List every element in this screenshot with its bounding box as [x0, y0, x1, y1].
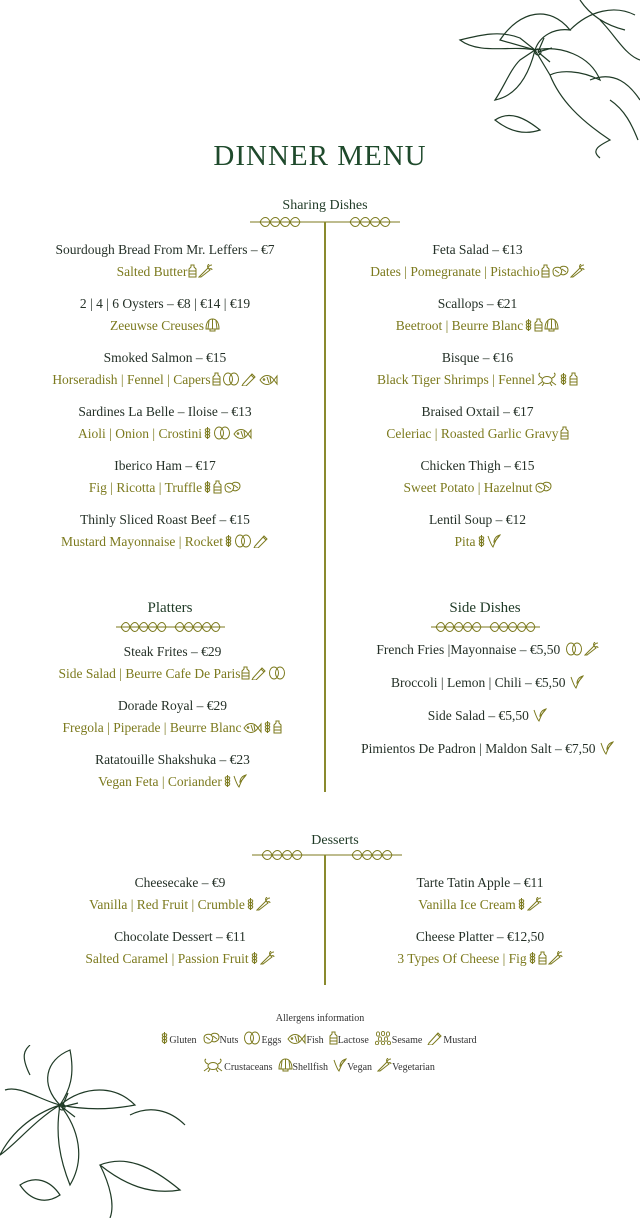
- eggs-icon: [213, 426, 231, 440]
- allergen-label: Fish: [306, 1035, 324, 1046]
- menu-item: [40, 749, 305, 793]
- gluten-icon: [224, 534, 233, 548]
- vegetarian-icon: [570, 264, 585, 278]
- mustard-icon: [251, 666, 267, 680]
- lactose-icon: [273, 720, 282, 734]
- menu-item: [40, 455, 290, 499]
- gluten-icon: [559, 372, 568, 386]
- section-heading-sharing: Sharing Dishes: [282, 198, 368, 213]
- fish-icon: [232, 428, 252, 440]
- gluten-icon: [517, 897, 526, 911]
- vegan-icon: [570, 675, 584, 689]
- gluten-icon: [250, 951, 259, 965]
- nuts-icon: [223, 481, 241, 494]
- side-dish-text: French Fries |Mayonnaise – €5,50: [376, 642, 564, 657]
- allergen-label: Lactose: [337, 1035, 369, 1046]
- menu-item-description-text: Dates | Pomegranate | Pistachio: [370, 264, 540, 279]
- menu-item-description-text: Vegan Feta | Coriander: [98, 774, 222, 789]
- menu-item-description: [40, 477, 290, 499]
- sesame-icon: [374, 1031, 392, 1045]
- gluten-icon: [223, 774, 232, 788]
- menu-item-name: Bisque – €16: [441, 350, 514, 365]
- menu-item-description: [40, 717, 305, 739]
- menu-item-description: [40, 423, 290, 445]
- lactose-icon: [212, 372, 221, 386]
- menu-item-description: [40, 531, 290, 553]
- vegan-icon: [487, 534, 501, 548]
- vegan-icon: [600, 741, 614, 755]
- vegan-icon: [233, 774, 247, 788]
- shellfish-icon: [544, 318, 559, 332]
- side-dish-item: [340, 639, 635, 661]
- nuts-icon: [551, 265, 569, 278]
- crustaceans-icon: [202, 1058, 224, 1072]
- menu-item-description: [350, 315, 605, 337]
- menu-item: [40, 401, 290, 445]
- mustard-icon: [253, 534, 269, 548]
- gluten-icon: [203, 426, 212, 440]
- menu-item-description: [40, 261, 290, 283]
- menu-item-description-text: Vanilla | Red Fruit | Crumble: [89, 897, 245, 912]
- laurel-divider-icon: [247, 845, 407, 865]
- menu-item: [350, 401, 605, 445]
- vegetarian-icon: [256, 897, 271, 911]
- menu-item-description-text: Side Salad | Beurre Cafe De Paris: [58, 666, 241, 681]
- fish-icon: [286, 1033, 306, 1045]
- gluten-icon: [203, 480, 212, 494]
- menu-item-description: [50, 948, 310, 970]
- shellfish-icon: [278, 1058, 293, 1072]
- lactose-icon: [329, 1031, 338, 1045]
- menu-item-description: [345, 948, 615, 970]
- side-dish-text: Broccoli | Lemon | Chili – €5,50: [391, 675, 569, 690]
- lactose-icon: [213, 480, 222, 494]
- menu-item-name: Chocolate Dessert – €11: [114, 929, 246, 944]
- allergen-label: Gluten: [169, 1035, 197, 1046]
- menu-item-description-text: Salted Butter: [116, 264, 188, 279]
- menu-item-description: [50, 894, 310, 916]
- menu-title: DINNER MENU: [213, 140, 427, 172]
- gluten-icon: [477, 534, 486, 548]
- menu-item: [350, 239, 605, 283]
- mustard-icon: [427, 1031, 443, 1045]
- menu-item-description: [350, 477, 605, 499]
- menu-item-description-text: Salted Caramel | Passion Fruit: [85, 951, 249, 966]
- menu-item-description-text: Mustard Mayonnaise | Rocket: [60, 534, 224, 549]
- allergen-label: Eggs: [261, 1035, 282, 1046]
- vegetarian-icon: [198, 264, 213, 278]
- allergen-label: Shellfish: [292, 1062, 329, 1073]
- nuts-icon: [534, 481, 552, 494]
- gluten-icon: [246, 897, 255, 911]
- menu-item: [350, 509, 605, 553]
- allergen-label: Sesame: [391, 1035, 423, 1046]
- side-dish-item: [340, 705, 635, 727]
- desserts-left-column: [50, 872, 310, 970]
- menu-item-name: 2 | 4 | 6 Oysters – €8 | €14 | €19: [79, 296, 251, 311]
- vegetarian-icon: [260, 951, 275, 965]
- eggs-icon: [268, 666, 286, 680]
- gluten-icon: [524, 318, 533, 332]
- menu-item-name: Braised Oxtail – €17: [421, 404, 534, 419]
- allergen-label: Mustard: [443, 1035, 477, 1046]
- menu-item-description: [40, 369, 290, 391]
- menu-item: [350, 455, 605, 499]
- sharing-left-column: [40, 239, 290, 553]
- allergens-title: Allergens information: [275, 1013, 365, 1024]
- menu-item: [40, 695, 305, 739]
- menu-item-name: Dorade Royal – €29: [117, 698, 228, 713]
- eggs-icon: [234, 534, 252, 548]
- gluten-icon: [263, 720, 272, 734]
- menu-item: [40, 293, 290, 337]
- menu-item-description: [345, 894, 615, 916]
- menu-item: [50, 926, 310, 970]
- desserts-right-column: [345, 872, 615, 970]
- menu-item-name: Chicken Thigh – €15: [420, 458, 535, 473]
- menu-item: [345, 872, 615, 916]
- fish-icon: [242, 722, 262, 734]
- section-heading-platters: Platters: [147, 600, 193, 616]
- center-divider-top: [324, 222, 326, 792]
- menu-item-name: Feta Salad – €13: [432, 242, 523, 257]
- flower-decoration-top-icon: [440, 0, 640, 160]
- menu-item: [350, 347, 605, 391]
- menu-item: [40, 239, 290, 283]
- menu-item-name: Iberico Ham – €17: [114, 458, 216, 473]
- menu-item-description-text: Vanilla Ice Cream: [418, 897, 516, 912]
- menu-item-description: [40, 771, 305, 793]
- sharing-right-column: [350, 239, 605, 553]
- lactose-icon: [569, 372, 578, 386]
- menu-item-description: [40, 663, 305, 685]
- allergen-label: Vegetarian: [392, 1062, 435, 1073]
- center-divider-desserts: [324, 855, 326, 985]
- menu-item: [40, 347, 290, 391]
- menu-item-description-text: Fig | Ricotta | Truffle: [88, 480, 203, 495]
- laurel-divider-icon: [113, 618, 228, 636]
- vegetarian-icon: [584, 642, 599, 656]
- lactose-icon: [188, 264, 197, 278]
- menu-item-description-text: Pita: [454, 534, 476, 549]
- mustard-icon: [241, 372, 257, 386]
- allergen-label: Crustaceans: [224, 1062, 273, 1073]
- menu-item-name: Cheese Platter – €12,50: [415, 929, 545, 944]
- menu-item-description-text: Fregola | Piperade | Beurre Blanc: [62, 720, 242, 735]
- menu-item-name: Tarte Tatin Apple – €11: [416, 875, 544, 890]
- side-dish-text: Side Salad – €5,50: [427, 708, 533, 723]
- platters-column: [40, 641, 305, 793]
- menu-item-description: [40, 315, 290, 337]
- section-heading-desserts: Desserts: [311, 833, 359, 848]
- vegan-icon: [333, 1058, 347, 1072]
- menu-item-name: Smoked Salmon – €15: [103, 350, 227, 365]
- menu-item-description-text: Sweet Potato | Hazelnut: [403, 480, 533, 495]
- menu-item-description-text: 3 Types Of Cheese | Fig: [397, 951, 527, 966]
- crustaceans-icon: [536, 372, 558, 386]
- nuts-icon: [202, 1032, 220, 1045]
- menu-item-description: [350, 423, 605, 445]
- menu-item-name: Scallops – €21: [437, 296, 518, 311]
- lactose-icon: [534, 318, 543, 332]
- menu-item-description-text: Aioli | Onion | Crostini: [78, 426, 202, 441]
- eggs-icon: [565, 642, 583, 656]
- menu-item: [350, 293, 605, 337]
- allergens-legend-row-1: [0, 1031, 640, 1046]
- allergen-label: Nuts: [219, 1035, 239, 1046]
- menu-item-description-text: Black Tiger Shrimps | Fennel: [377, 372, 535, 387]
- eggs-icon: [243, 1031, 261, 1045]
- vegetarian-icon: [527, 897, 542, 911]
- menu-item: [40, 509, 290, 553]
- lactose-icon: [538, 951, 547, 965]
- side-dish-text: Pimientos De Padron | Maldon Salt – €7,50: [361, 741, 599, 756]
- menu-item-description: [350, 369, 605, 391]
- gluten-icon: [160, 1031, 169, 1045]
- fish-icon: [258, 374, 278, 386]
- vegan-icon: [533, 708, 547, 722]
- menu-item-name: Thinly Sliced Roast Beef – €15: [80, 512, 250, 527]
- menu-item-name: Sourdough Bread From Mr. Leffers – €7: [55, 242, 275, 257]
- lactose-icon: [560, 426, 569, 440]
- menu-item-name: Steak Frites – €29: [123, 644, 222, 659]
- menu-item-name: Ratatouille Shakshuka – €23: [95, 752, 250, 767]
- menu-item: [50, 872, 310, 916]
- shellfish-icon: [205, 318, 220, 332]
- allergen-label: Vegan: [347, 1062, 373, 1073]
- menu-item-description-text: Celeriac | Roasted Garlic Gravy: [386, 426, 559, 441]
- eggs-icon: [222, 372, 240, 386]
- side-dish-item: [340, 672, 635, 694]
- menu-item-description: [350, 531, 605, 553]
- menu-item-name: Lentil Soup – €12: [428, 512, 527, 527]
- lactose-icon: [241, 666, 250, 680]
- section-heading-side-dishes: Side Dishes: [449, 600, 521, 616]
- side-dish-item: [340, 738, 635, 760]
- menu-item-description-text: Beetroot | Beurre Blanc: [395, 318, 524, 333]
- vegetarian-icon: [377, 1058, 392, 1072]
- gluten-icon: [528, 951, 537, 965]
- menu-item: [345, 926, 615, 970]
- menu-item-description-text: Horseradish | Fennel | Capers: [52, 372, 211, 387]
- menu-item-name: Cheesecake – €9: [134, 875, 226, 890]
- menu-item-name: Sardines La Belle – Iloise – €13: [78, 404, 252, 419]
- laurel-divider-icon: [428, 618, 543, 636]
- allergens-legend-row-2: [0, 1058, 640, 1073]
- vegetarian-icon: [548, 951, 563, 965]
- menu-item-description-text: Zeeuwse Creuses: [109, 318, 205, 333]
- menu-item-description: [350, 261, 605, 283]
- lactose-icon: [541, 264, 550, 278]
- menu-item: [40, 641, 305, 685]
- side-dishes-column: [340, 639, 635, 771]
